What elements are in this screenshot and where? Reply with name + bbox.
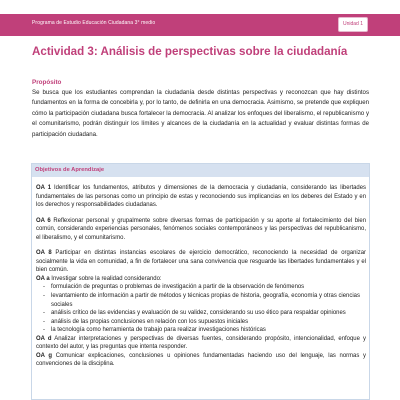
objective-text: Identificar los fundamentos, atributos y dimensiones de la democracia y ciudadanía, considerando las libertades fundamentales de las personas como un principio de estas y reconociendo sus implicancias en los deberes del Estado y en los derechos y responsabilidades ciudadanas. — [36, 185, 366, 209]
header-bar — [0, 14, 400, 36]
objectives-body — [32, 177, 369, 369]
list-item — [43, 326, 366, 335]
objective-code: OA a — [36, 275, 50, 282]
objective-item — [36, 352, 366, 369]
list-item — [43, 292, 366, 309]
objectives-heading: Objetivos de Aprendizaje — [32, 164, 369, 177]
objective-item — [36, 335, 366, 352]
purpose-heading: Propósito — [32, 79, 62, 86]
objectives-box — [31, 163, 370, 400]
list-item-text: análisis crítico de las evidencias y evaluación de su validez, considerando su uso ético para respaldar opiniones — [51, 310, 346, 317]
objective-item — [36, 217, 366, 243]
objective-text: Comunicar explicaciones, conclusiones u opiniones fundamentadas haciendo uso del lenguaje, las normas y convenciones de la disciplina. — [36, 352, 366, 368]
list-item — [43, 318, 366, 327]
objective-text: Analizar interpretaciones y perspectivas de diversas fuentes, considerando propósito, intencionalidad, enfoque y contexto del autor, y las preguntas que intenta responder. — [36, 335, 366, 351]
list-item — [43, 309, 366, 318]
program-name: Programa de Estudio Educación Ciudadana 3° medio — [32, 20, 156, 26]
investigation-list — [36, 283, 366, 334]
dash-bullet-icon: - — [43, 310, 45, 317]
objective-code: OA d — [36, 335, 52, 342]
dash-bullet-icon: - — [43, 318, 45, 325]
dash-bullet-icon: - — [43, 284, 45, 291]
dash-bullet-icon: - — [43, 327, 45, 334]
list-item-text: análisis de las propias conclusiones en relación con los supuestos iniciales — [51, 318, 249, 325]
dash-bullet-icon: - — [43, 293, 45, 300]
objective-item — [36, 275, 366, 284]
objective-code: OA g — [36, 352, 52, 359]
objective-text: Reflexionar personal y grupalmente sobre diversas formas de participación y su aporte al fortalecimiento del bien común, considerando experiencias personales, fenómenos sociales contemporáneos y las perspectivas del republicanismo, el liberalismo, y el comunitarismo. — [36, 217, 367, 241]
purpose-text: Se busca que los estudiantes comprendan la ciudadanía desde distintas perspectivas y reconozcan que hay distintos fundamentos en la forma de concebirla y, por lo tanto, de definirla en una democracia. Asimismo, se pretende que expliquen cómo la participación ciudadana busca fortalecer la democracia. Al analizar los enfoques del liberalismo, el republicanismo y el comunitarismo, podrán distinguir los límites y alcances de la ciudadanía en la actualidad y evaluar distintas formas de participación ciudadana. — [32, 89, 369, 138]
objective-item — [36, 249, 366, 275]
list-item-text: levantamiento de información a partir de métodos y técnicas propias de historia, geografía, economía y otras ciencias sociales — [51, 293, 360, 308]
list-item-text: formulación de preguntas o problemas de investigación a partir de la observación de fenómenos — [51, 284, 305, 291]
objective-item — [36, 184, 366, 210]
objective-code: OA 8 — [36, 250, 52, 257]
unit-badge: Unidad 1 — [338, 17, 368, 32]
page-title: Actividad 3: Análisis de perspectivas sobre la ciudadanía — [32, 45, 348, 58]
objective-code: OA 1 — [36, 185, 51, 191]
objective-text: Investigar sobre la realidad considerando: — [49, 275, 162, 282]
list-item-text: la tecnología como herramienta de trabajo para realizar investigaciones históricas — [51, 327, 266, 334]
objective-text: Participar en distintas instancias escolares de ejercicio democrático, reconociendo la necesidad de organizar socialmente la vida en comunidad, a fin de fortalecer una sana convivencia que resguarde las libertades fundamentales y el bien común. — [36, 250, 367, 274]
objective-code: OA 6 — [36, 217, 51, 224]
list-item — [43, 283, 366, 292]
